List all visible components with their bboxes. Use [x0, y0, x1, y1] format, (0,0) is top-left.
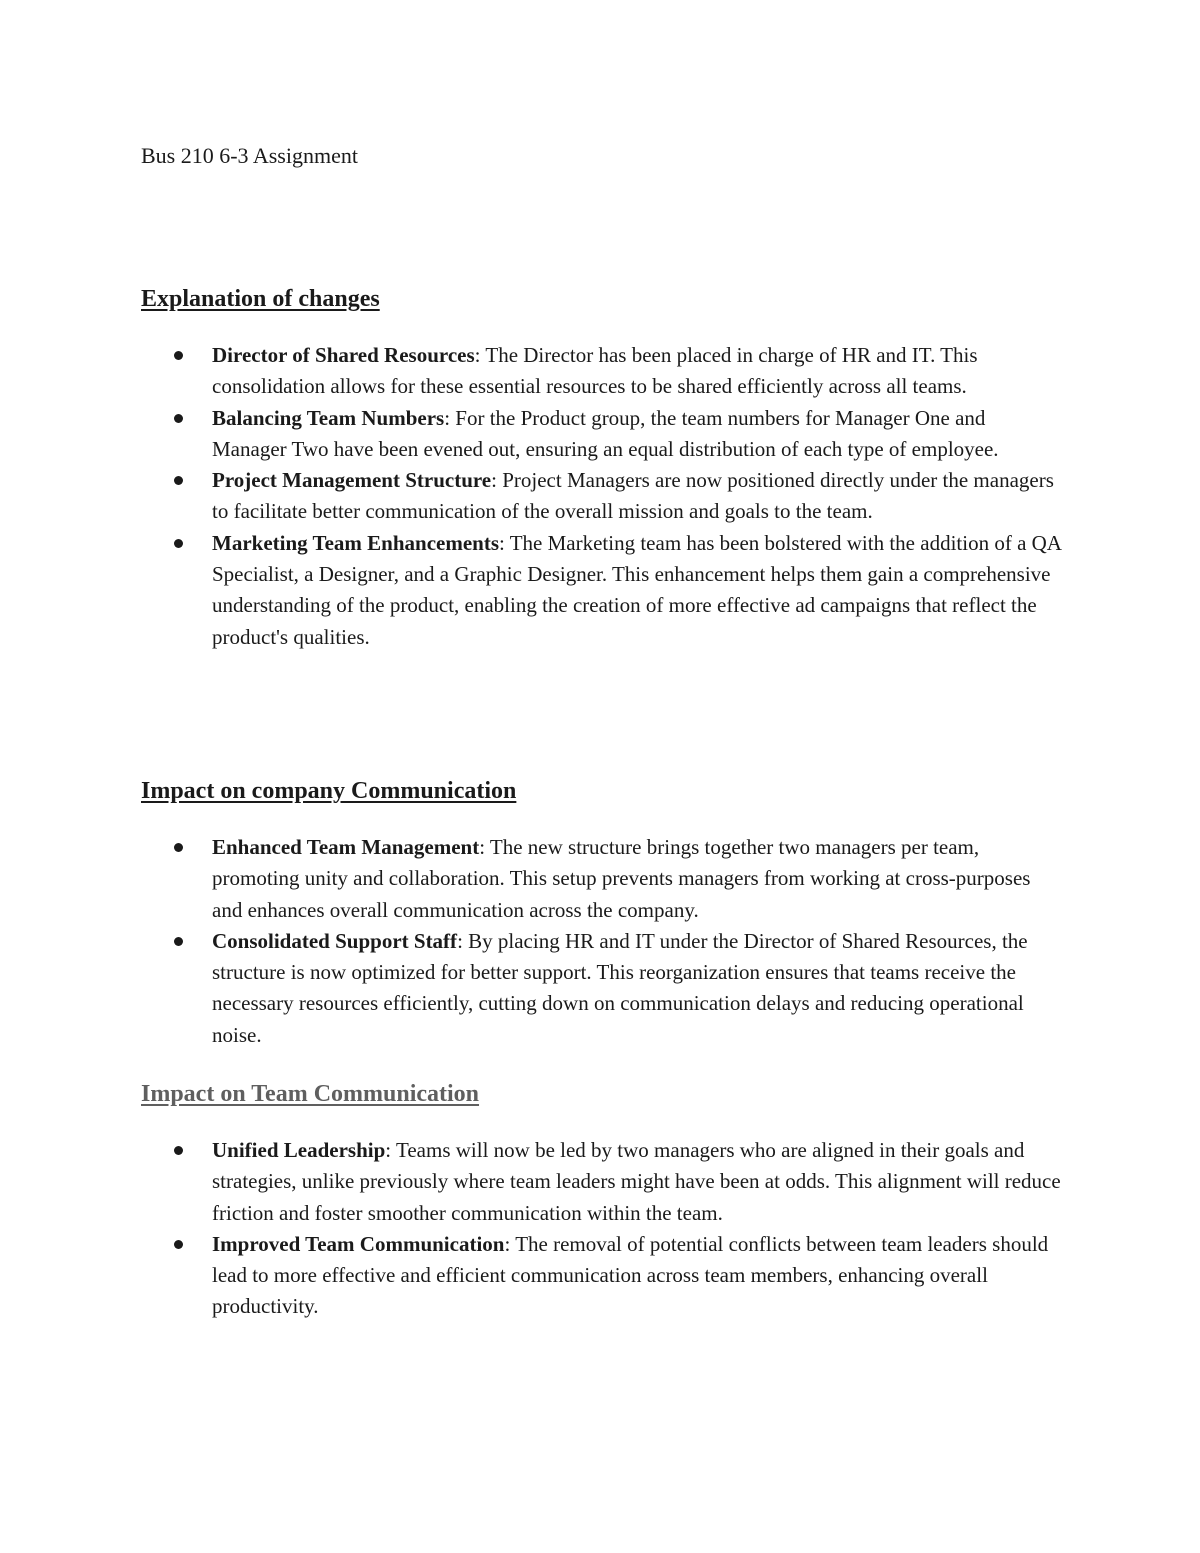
item-text: : Teams will now be led by two managers who are aligned in their goals and strategies, unlike previously where team leaders might have been at odds. This alignment will reduce friction and foster smoother communication within the team. — [212, 1138, 1061, 1225]
item-term: Unified Leadership — [212, 1138, 386, 1162]
bullet-icon — [174, 414, 183, 423]
item-text: : The Marketing team has been bolstered with the addition of a QA Specialist, a Designer, and a Graphic Designer. This enhancement helps them gain a comprehensive understanding of the product, enabling the creation of more effective ad campaigns that reflect the product's qualities. — [212, 530, 1061, 649]
item-term: Balancing Team Numbers — [212, 405, 445, 430]
item-text: : For the Product group, the team numbers for Manager One and Manager Two have been evened out, ensuring an equal distribution of each type of employee. — [212, 405, 999, 461]
document-title: Bus 210 6-3 Assignment — [141, 143, 358, 168]
list-item — [141, 832, 1061, 926]
section-impact-on-team-communication — [141, 1079, 1061, 1323]
item-text: : The new structure brings together two managers per team, promoting unity and collaboration. This setup prevents managers from working at cross-purposes and enhances overall communication across the company. — [212, 835, 1031, 922]
section-heading: Impact on Team Communication — [141, 1081, 480, 1107]
list-item — [141, 528, 1061, 653]
list-item — [141, 1229, 1061, 1323]
list-item — [141, 403, 1061, 466]
bullet-icon — [174, 843, 183, 852]
item-term: Improved Team Communication — [212, 1231, 505, 1256]
item-text: : The Director has been placed in charge of HR and IT. This consolidation allows for these essential resources to be shared efficiently across all teams. — [212, 343, 978, 399]
bullet-icon — [174, 539, 183, 548]
item-term: Project Management Structure — [212, 468, 492, 493]
bullet-icon — [174, 351, 183, 360]
section-explanation-of-changes — [141, 284, 1061, 653]
bullet-icon — [174, 476, 183, 485]
bullet-list — [141, 1135, 1061, 1323]
list-item — [141, 926, 1061, 1051]
bullet-list — [141, 340, 1061, 653]
item-text: : The removal of potential conflicts between team leaders should lead to more effective and efficient communication across team members, enhancing overall productivity. — [212, 1231, 1049, 1319]
item-text: : By placing HR and IT under the Director of Shared Resources, the structure is now optimized for better support. This reorganization ensures that teams receive the necessary resources efficiently, cutting down on communication delays and reducing operational noise. — [212, 928, 1028, 1047]
list-item — [141, 340, 1061, 403]
bullet-list — [141, 832, 1061, 1051]
bullet-icon — [174, 937, 183, 946]
item-term: Director of Shared Resources — [212, 343, 475, 367]
item-text: : Project Managers are now positioned directly under the managers to facilitate better communication of the overall mission and goals to the team. — [212, 468, 1054, 524]
section-heading: Impact on company Communication — [141, 778, 517, 804]
item-term: Enhanced Team Management — [212, 835, 480, 859]
list-item — [141, 1135, 1061, 1229]
item-term: Marketing Team Enhancements — [212, 530, 500, 555]
list-item — [141, 465, 1061, 528]
bullet-icon — [174, 1240, 183, 1249]
item-term: Consolidated Support Staff — [212, 928, 458, 953]
section-heading: Explanation of changes — [141, 286, 380, 312]
bullet-icon — [174, 1146, 183, 1155]
section-impact-on-company-communication — [141, 776, 1061, 1051]
